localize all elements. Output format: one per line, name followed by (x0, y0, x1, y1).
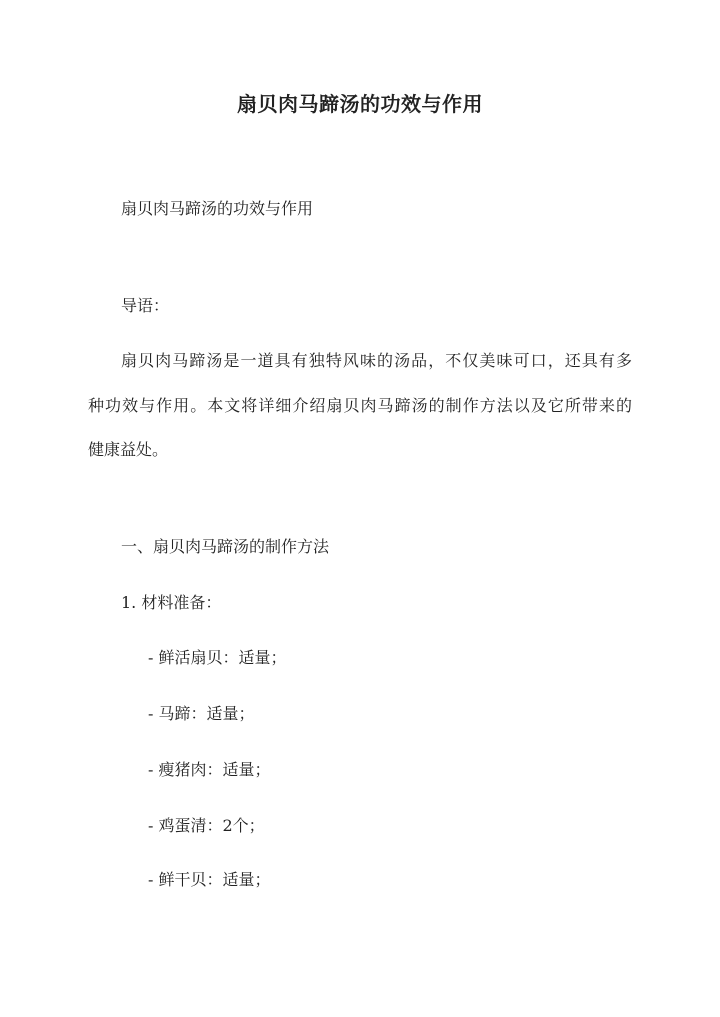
section-heading: 一、扇贝肉马蹄汤的制作方法 (121, 537, 330, 556)
intro-paragraph-line-2: 种功效与作用。本文将详细介绍扇贝肉马蹄汤的制作方法以及它所带来的 (88, 396, 632, 415)
intro-paragraph-line-1: 扇贝肉马蹄汤是一道具有独特风味的汤品，不仅美味可口，还具有多 (121, 351, 632, 370)
ingredient-item: - 马蹄：适量； (148, 704, 255, 723)
document-title: 扇贝肉马蹄汤的功效与作用 (237, 92, 483, 116)
ingredient-item: - 瘦猪肉：适量； (148, 760, 271, 779)
ingredient-item: - 鸡蛋清：2个； (148, 816, 265, 835)
step-heading: 1. 材料准备： (121, 593, 222, 612)
ingredient-item: - 鲜干贝：适量； (148, 870, 271, 889)
document-subtitle: 扇贝肉马蹄汤的功效与作用 (121, 199, 314, 218)
intro-label: 导语： (121, 296, 170, 315)
ingredient-item: - 鲜活扇贝：适量； (148, 648, 287, 667)
intro-paragraph-line-3: 健康益处。 (88, 440, 169, 459)
